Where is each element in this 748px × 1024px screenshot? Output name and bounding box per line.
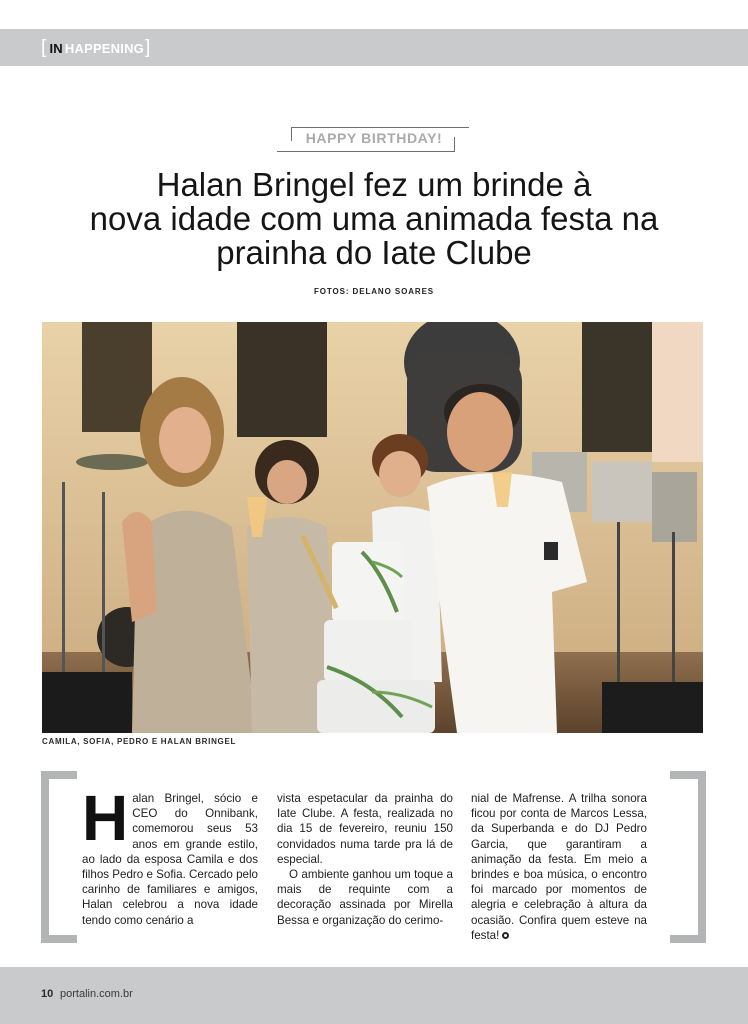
drop-cap: H	[82, 782, 129, 854]
headline	[40, 168, 708, 270]
article-paragraph-3: O ambiente ganhou um toque a mais de requinte com a decoração assinada por Mirella Bessa e organização do cerimo-	[277, 868, 453, 927]
article-paragraph-2: vista espetacular da prainha do Iate Clube. A festa, realizada no dia 15 de fevereiro, reuniu 150 convidados numa tarde pra lá de especial.	[277, 792, 453, 866]
page-number: 10	[41, 988, 54, 1000]
article-paragraph-4	[471, 791, 647, 943]
article-paragraph-1: alan Bringel, sócio e CEO do Onnibank, comemorou seus 53 anos em grande estilo, ao lado da esposa Camila e dos filhos Pedro e Sofia. Cercado pelo carinho de familiares e amigos, Halan celebrou a nova idade tendo como cenário a	[82, 792, 258, 927]
headline-line-2: nova idade com uma animada festa na	[89, 200, 659, 237]
party-photo	[42, 322, 703, 733]
article-column-1	[82, 782, 258, 928]
article-column-2	[277, 791, 453, 928]
bracket-right-icon	[670, 771, 706, 943]
kicker-rule-top	[291, 127, 469, 128]
footer-band	[0, 967, 748, 1024]
party-photo-illustration	[42, 322, 703, 733]
section-tag	[41, 39, 150, 57]
top-header-band	[0, 29, 748, 66]
bracket-left-icon	[41, 771, 77, 943]
headline-line-1: Halan Bringel fez um brinde à	[156, 166, 592, 203]
section-in: IN	[49, 40, 63, 56]
kicker-box	[0, 125, 748, 153]
kicker-label: HAPPY BIRTHDAY!	[305, 130, 443, 146]
headline-line-3: prainha do Iate Clube	[216, 234, 532, 271]
bracket-open-icon: [	[41, 37, 47, 58]
kicker-rule-bottom	[277, 151, 455, 152]
section-name: HAPPENING	[64, 40, 144, 56]
article-paragraph-4-text: nial de Mafrense. A trilha sonora ficou por conta de Marcos Lessa, da Superbanda e do DJ Pedro Garcia, que garantiram a animação da festa. Em meio a brindes e boa música, o encontro foi marcado por momentos de alegria e celebração à altura da ocasião. Confira quem esteve na festa!	[471, 792, 647, 942]
end-of-article-icon	[502, 932, 509, 939]
photo-caption: CAMILA, SOFIA, PEDRO E HALAN BRINGEL	[42, 737, 237, 746]
bracket-close-icon: ]	[144, 37, 151, 58]
site-url: portalin.com.br	[60, 988, 133, 1000]
article-column-3	[471, 791, 647, 943]
photo-credit: FOTOS: DELANO SOARES	[313, 287, 435, 296]
